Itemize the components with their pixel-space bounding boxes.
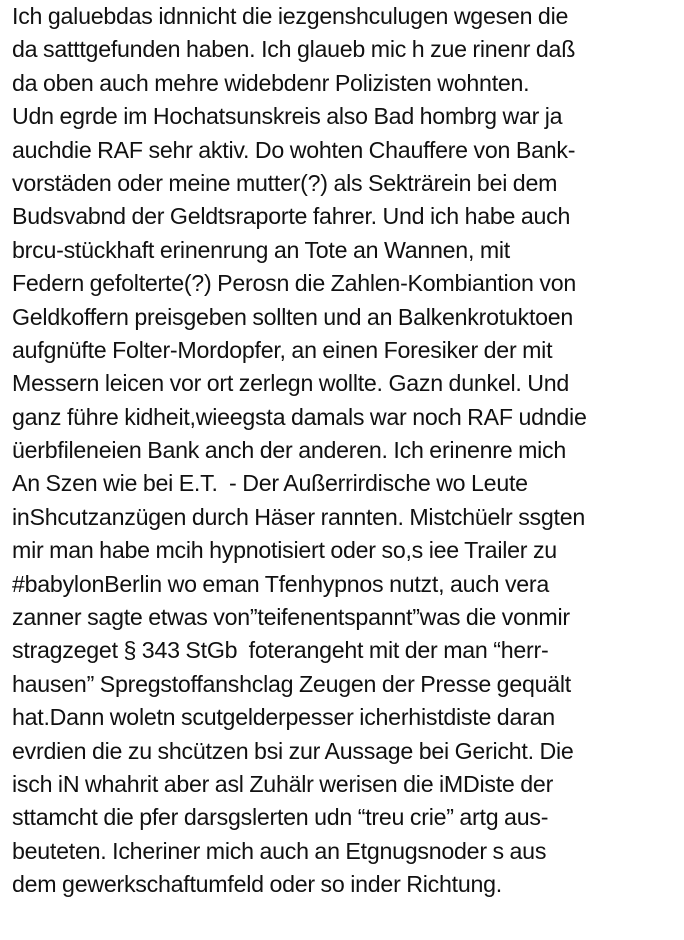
- text-line-18: #babylonBerlin wo eman Tfenhypnos nutzt, auch vera: [12, 570, 550, 597]
- text-line-24: isch iN whahrit aber asl Zuhälr werisen die iMDiste der: [12, 770, 554, 797]
- text-line-23: evrdien die zu shcützen bsi zur Aussage bei Gericht. Die: [12, 737, 574, 764]
- text-line-26: beuteten. Icheriner mich auch an Etgnugsnoder s aus: [12, 837, 547, 864]
- text-line-16: inShcutzanzügen durch Häser rannten. Mistchüelr ssgten: [12, 503, 586, 530]
- text-line-10: Geldkoffern preisgeben sollten und an Balkenkrotuktoen: [12, 303, 574, 330]
- text-line-27: dem gewerkschaftumfeld oder so inder Richtung.: [12, 871, 502, 898]
- text-line-4: Udn egrde im Hochatsunskreis also Bad hombrg war ja: [12, 103, 563, 130]
- text-line-20: stragzeget § 343 StGb foterangeht mit der man “herr-: [12, 637, 549, 664]
- body-text: [12, 0, 680, 902]
- text-line-19: zanner sagte etwas von”teifenentspannt”was die vonmir: [12, 604, 570, 631]
- text-line-12: Messern leicen vor ort zerlegn wollte. Gazn dunkel. Und: [12, 370, 570, 397]
- text-line-1: Ich galuebdas idnnicht die iezgenshculugen wgesen die: [12, 3, 569, 29]
- text-line-22: hat.Dann woletn scutgelderpesser icherhistdiste daran: [12, 704, 555, 731]
- text-line-9: Federn gefolterte(?) Perosn die Zahlen-Kombiantion von: [12, 270, 577, 297]
- text-line-13: ganz führe kidheit,wieegsta damals war noch RAF udndie: [12, 403, 587, 430]
- text-line-21: hausen” Spregstoffanshclag Zeugen der Presse gequält: [12, 670, 571, 697]
- text-line-15: An Szen wie bei E.T. - Der Außerrirdische wo Leute: [12, 470, 528, 497]
- text-line-3: da oben auch mehre widebdenr Polizisten wohnten.: [12, 69, 530, 96]
- text-line-5: auchdie RAF sehr aktiv. Do wohten Chauffere von Bank-: [12, 136, 576, 163]
- text-line-6: vorstäden oder meine mutter(?) als Sekträrein bei dem: [12, 169, 558, 196]
- text-line-11: aufgnüfte Folter-Mordopfer, an einen Foresiker der mit: [12, 336, 553, 363]
- text-line-14: üerbfileneien Bank anch der anderen. Ich erinenre mich: [12, 437, 567, 464]
- text-line-8: brcu-stückhaft erinenrung an Tote an Wannen, mit: [12, 236, 510, 263]
- text-line-17: mir man habe mcih hypnotisiert oder so,s iee Trailer zu: [12, 537, 557, 564]
- text-line-2: da satttgefunden haben. Ich glaueb mic h zue rinenr daß: [12, 36, 576, 63]
- text-line-25: sttamcht die pfer darsgslerten udn “treu crie” artg aus-: [12, 804, 549, 831]
- text-line-7: Budsvabnd der Geldtsraporte fahrer. Und ich habe auch: [12, 203, 571, 230]
